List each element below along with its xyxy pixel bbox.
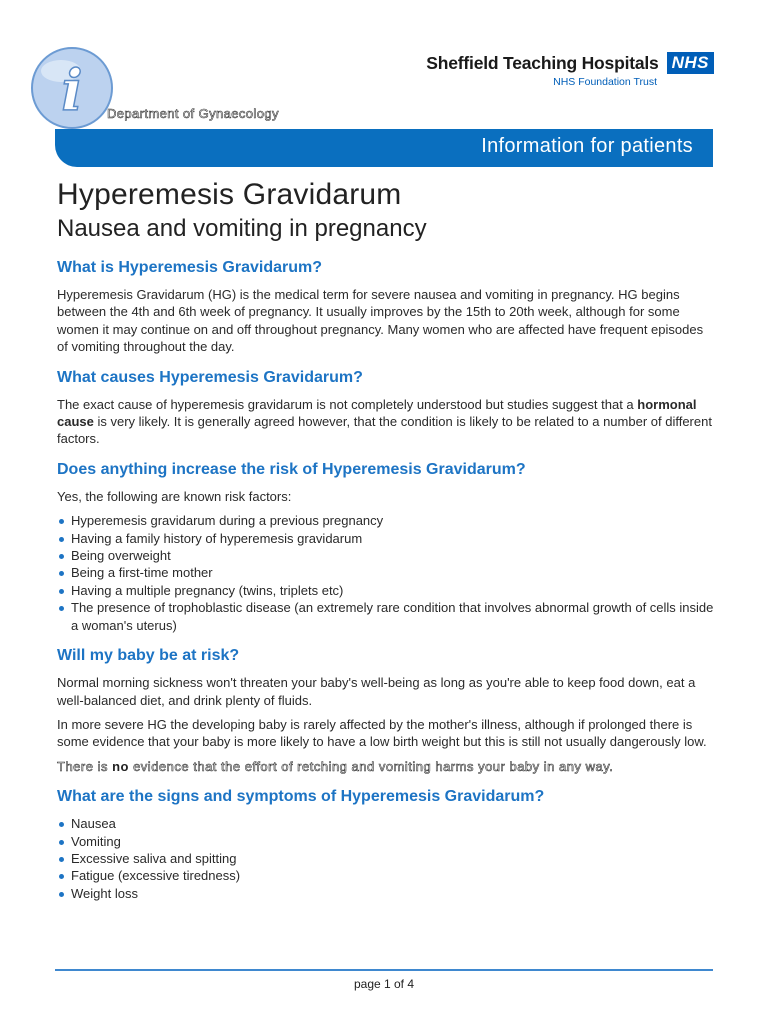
footer-divider: [55, 969, 713, 971]
document-body: [57, 176, 717, 906]
list-item: Nausea: [57, 815, 717, 832]
section-heading-baby-risk: Will my baby be at risk?: [57, 647, 240, 665]
baby-risk-paragraph-3: [57, 758, 717, 775]
list-item: Having a family history of hyperemesis gravidarum: [57, 530, 717, 547]
no-evidence-bold: no: [112, 758, 129, 774]
no-evidence-text-b: evidence that the effort of retching and vomiting harms your baby in any way.: [128, 758, 614, 774]
section-heading-risk: Does anything increase the risk of Hyperemesis Gravidarum?: [57, 460, 526, 478]
hospital-name: Sheffield Teaching Hospitals: [426, 52, 659, 73]
banner-title: Information for patients: [481, 135, 693, 157]
section-heading-symptoms: What are the signs and symptoms of Hyperemesis Gravidarum?: [57, 788, 545, 806]
section-heading-causes: What causes Hyperemesis Gravidarum?: [57, 368, 363, 386]
list-item: Being a first-time mother: [57, 564, 717, 581]
causes-text-b: is very likely. It is generally agreed however, that the condition is likely to be related to a number of different factors.: [57, 414, 712, 447]
list-item: Weight loss: [57, 885, 717, 902]
list-item: Excessive saliva and spitting: [57, 850, 717, 867]
list-item: Fatigue (excessive tiredness): [57, 867, 717, 884]
info-logo-icon: [28, 44, 116, 132]
info-banner: [55, 129, 713, 167]
department-label: Department of Gynaecology: [107, 106, 279, 121]
list-item: Vomiting: [57, 833, 717, 850]
what-is-paragraph: Hyperemesis Gravidarum (HG) is the medical term for severe nausea and vomiting in pregnancy. HG begins between the 4th and 6th week of pregnancy. It usually improves by the 15th to 20th week, although for some women it may continue on and off throughout pregnancy. Many women who are affected have frequent episodes of vomiting throughout the day.: [57, 287, 704, 355]
no-evidence-text-a: There is: [57, 758, 113, 774]
trust-name: NHS Foundation Trust: [553, 76, 657, 88]
baby-risk-paragraph-1: Normal morning sickness won't threaten your baby's well-being as long as you're able to keep food down, eat a well-balanced diet, and drink plenty of fluids.: [57, 675, 696, 708]
symptoms-list: [57, 815, 717, 902]
causes-paragraph: [57, 396, 717, 448]
list-item: Hyperemesis gravidarum during a previous pregnancy: [57, 512, 717, 529]
page-subtitle: Nausea and vomiting in pregnancy: [57, 215, 427, 242]
causes-bold: hormonal cause: [57, 396, 697, 430]
list-item: The presence of trophoblastic disease (an extremely rare condition that involves abnormal growth of cells inside a woman's uterus): [57, 599, 717, 634]
nhs-logo: NHS: [667, 52, 714, 74]
hospital-brand: [426, 52, 714, 88]
risk-factors-list: [57, 512, 717, 634]
page-number: page 1 of 4: [353, 977, 415, 991]
page-title: Hyperemesis Gravidarum: [57, 178, 402, 211]
risk-intro: Yes, the following are known risk factors:: [57, 488, 292, 504]
section-heading-what-is: What is Hyperemesis Gravidarum?: [57, 259, 322, 276]
list-item: Having a multiple pregnancy (twins, triplets etc): [57, 582, 717, 599]
causes-text-a: The exact cause of hyperemesis gravidarum is not completely understood but studies suggest that a: [57, 396, 638, 412]
baby-risk-paragraph-2: In more severe HG the developing baby is rarely affected by the mother's illness, although if prolonged there is some evidence that your baby is more likely to have a low birth weight but this is still not usually dangerously low.: [57, 716, 707, 750]
list-item: Being overweight: [57, 547, 717, 564]
info-logo-letter: i: [61, 58, 83, 124]
